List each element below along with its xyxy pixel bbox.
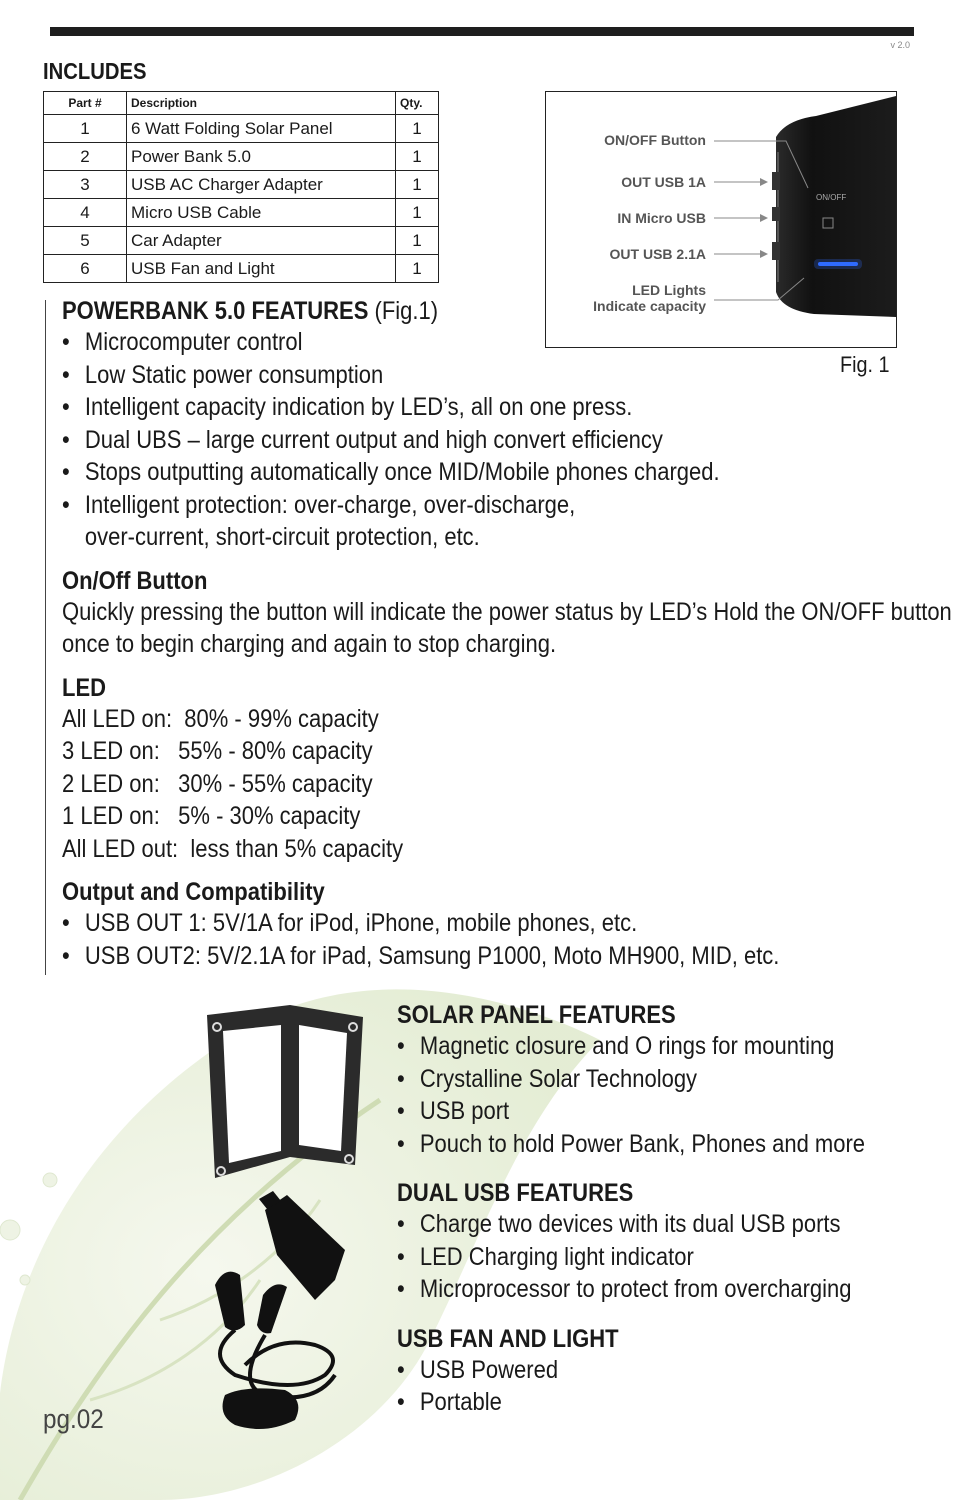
dualusb-title: DUAL USB FEATURES [397,1179,634,1207]
list-item: • Intelligent capacity indication by LED’s, all on one press. [62,391,836,424]
fan-list [397,1354,872,1419]
cell-description: Micro USB Cable [127,199,396,227]
col-description: Description [127,92,396,115]
cell-part: 4 [44,199,127,227]
list-item: • USB port [397,1095,872,1128]
table-row [44,227,439,255]
onoff-title: On/Off Button [62,566,208,595]
solar-panel-icon [207,1005,363,1178]
list-item: • USB OUT2: 5V/2.1A for iPad, Samsung P1000, Moto MH900, MID, etc. [62,940,836,973]
onoff-line-1: Quickly pressing the button will indicate the power status by LED’s Hold the ON/OFF button [62,597,952,626]
list-item: • Crystalline Solar Technology [397,1063,872,1096]
output-title: Output and Compatibility [62,878,325,906]
table-row [44,115,439,143]
label-led-lights: LED Lights [632,282,706,298]
led-line: 1 LED on: 5% - 30% capacity [62,802,361,830]
includes-table [43,91,439,283]
list-item: • LED Charging light indicator [397,1241,872,1274]
list-item: • Dual UBS – large current output and high convert efficiency [62,424,836,457]
list-item: • Stops outputting automatically once MID/Mobile phones charged. [62,456,836,489]
led-line: All LED on: 80% - 99% capacity [62,704,379,733]
label-onoff-button: ON/OFF Button [604,132,706,148]
solar-title: SOLAR PANEL FEATURES [397,1001,676,1029]
cell-description: USB AC Charger Adapter [127,171,396,199]
list-item: • Pouch to hold Power Bank, Phones and more [397,1128,872,1161]
label-out-usb-21a: OUT USB 2.1A [609,246,706,262]
list-item: • Charge two devices with its dual USB ports [397,1208,872,1241]
cell-qty: 1 [396,171,439,199]
list-item: • Low Static power consumption [62,359,836,392]
list-item: • Intelligent protection: over-charge, over-discharge, [62,489,836,522]
table-row [44,199,439,227]
list-item: • Magnetic closure and O rings for mounting [397,1030,872,1063]
cell-description: Power Bank 5.0 [127,143,396,171]
fan-title: USB FAN AND LIGHT [397,1324,619,1353]
led-line: All LED out: less than 5% capacity [62,834,404,863]
cell-qty: 1 [396,115,439,143]
cell-part: 3 [44,171,127,199]
car-charger-icon [215,1191,345,1429]
cell-qty: 1 [396,227,439,255]
cell-description: USB Fan and Light [127,255,396,283]
cell-part: 1 [44,115,127,143]
powerbank-features-title [62,296,836,326]
accessories-illustration [195,995,385,1435]
main-content [62,296,952,972]
table-header-row [44,92,439,115]
led-line: 2 LED on: 30% - 55% capacity [62,769,373,798]
cell-qty: 1 [396,143,439,171]
cell-description: Car Adapter [127,227,396,255]
powerbank-title-suffix: (Fig.1) [374,297,439,325]
led-line: 3 LED on: 55% - 80% capacity [62,737,373,765]
powerbank-features-list [62,326,836,554]
list-item-continuation: over-current, short-circuit protection, etc. [84,523,480,551]
col-qty: Qty. [396,92,439,115]
section-rule [45,300,46,975]
label-in-micro-usb: IN Micro USB [617,210,706,226]
list-item: • Microprocessor to protect from overcharging [397,1273,872,1306]
table-row [44,171,439,199]
includes-title: INCLUDES [43,58,147,84]
list-item: • Portable [397,1386,872,1419]
page-number: pg.02 [43,1404,104,1434]
output-list [62,907,836,972]
label-indicate-capacity: Indicate capacity [593,298,706,314]
cell-qty: 1 [396,255,439,283]
powerbank-title-text: POWERBANK 5.0 FEATURES [62,297,369,325]
device-onoff-text: ON/OFF [816,193,847,202]
header-rule [50,27,914,36]
solar-list [397,1030,872,1160]
label-out-usb-1a: OUT USB 1A [621,174,706,190]
list-item: • Microcomputer control [62,326,836,359]
col-part: Part # [44,92,127,115]
list-item: • USB Powered [397,1354,872,1387]
dualusb-list [397,1208,872,1306]
table-row [44,255,439,283]
onoff-line-2: once to begin charging and again to stop charging. [62,630,557,658]
table-row [44,143,439,171]
cell-description: 6 Watt Folding Solar Panel [127,115,396,143]
cell-part: 5 [44,227,127,255]
list-item: • USB OUT 1: 5V/1A for iPod, iPhone, mobile phones, etc. [62,907,836,940]
accessory-features [397,1000,937,1419]
version-label: v 2.0 [890,40,910,50]
cell-part: 2 [44,143,127,171]
led-title: LED [62,673,106,702]
cell-part: 6 [44,255,127,283]
figure-caption: Fig. 1 [840,352,890,377]
cell-qty: 1 [396,199,439,227]
